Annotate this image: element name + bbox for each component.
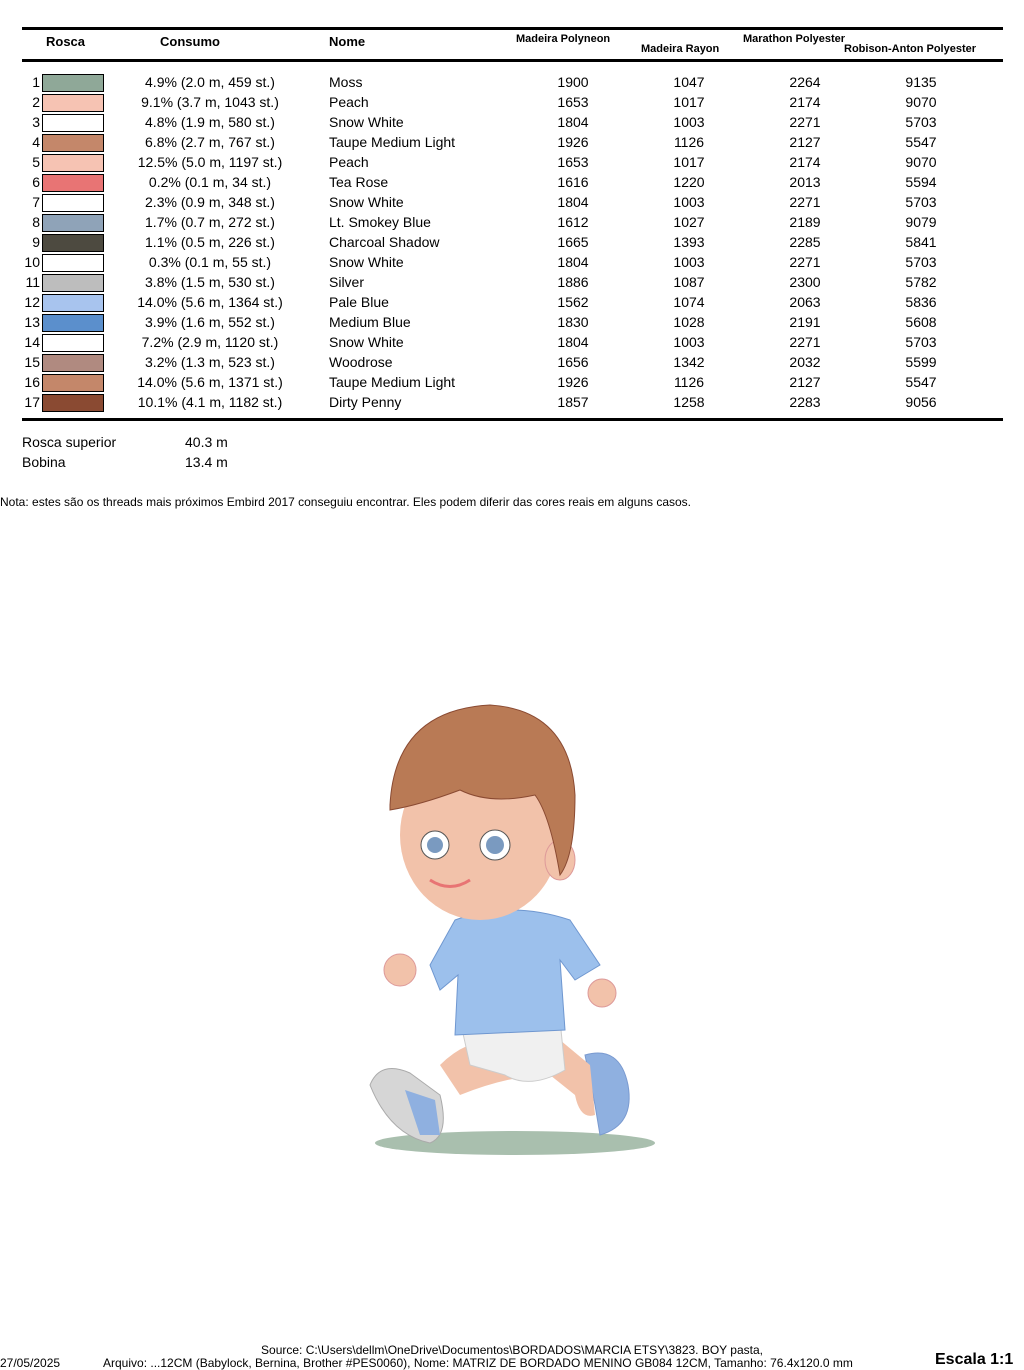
table-row (0, 373, 1024, 393)
row-consumo: 2.3% (0.9 m, 348 st.) (145, 194, 275, 210)
color-swatch (42, 94, 104, 112)
row-madeira-polyneon: 1665 (557, 234, 589, 250)
row-index: 15 (24, 354, 40, 370)
table-row (0, 213, 1024, 233)
color-swatch (42, 134, 104, 152)
row-consumo: 9.1% (3.7 m, 1043 st.) (141, 94, 279, 110)
table-row (0, 293, 1024, 313)
row-robison: 9070 (905, 94, 937, 110)
bobbin-value: 13.4 m (185, 454, 228, 470)
row-consumo: 7.2% (2.9 m, 1120 st.) (141, 334, 279, 350)
row-robison: 5608 (905, 314, 937, 330)
table-row (0, 233, 1024, 253)
row-index: 14 (24, 334, 40, 350)
left-fist (384, 954, 416, 986)
color-swatch (42, 394, 104, 412)
row-index: 6 (32, 174, 40, 190)
row-index: 12 (24, 294, 40, 310)
row-robison: 5703 (905, 254, 937, 270)
row-robison: 5594 (905, 174, 937, 190)
row-consumo: 1.1% (0.5 m, 226 st.) (145, 234, 275, 250)
row-consumo: 4.8% (1.9 m, 580 st.) (145, 114, 275, 130)
row-robison: 5836 (905, 294, 937, 310)
row-madeira-rayon: 1003 (673, 194, 705, 210)
row-madeira-rayon: 1017 (673, 94, 705, 110)
row-madeira-rayon: 1027 (673, 214, 705, 230)
row-nome: Silver (329, 274, 365, 290)
row-madeira-polyneon: 1656 (557, 354, 589, 370)
row-madeira-rayon: 1028 (673, 314, 705, 330)
row-nome: Snow White (329, 114, 404, 130)
row-robison: 5782 (905, 274, 937, 290)
row-consumo: 14.0% (5.6 m, 1364 st.) (137, 294, 283, 310)
row-nome: Snow White (329, 194, 404, 210)
row-madeira-polyneon: 1926 (557, 374, 589, 390)
bobbin-label: Bobina (22, 454, 66, 470)
row-nome: Moss (329, 74, 363, 90)
row-marathon: 2271 (789, 194, 821, 210)
table-row (0, 133, 1024, 153)
row-consumo: 0.2% (0.1 m, 34 st.) (148, 174, 272, 190)
row-nome: Tea Rose (329, 174, 389, 190)
row-marathon: 2174 (789, 154, 821, 170)
row-index: 7 (32, 194, 40, 210)
table-row (0, 173, 1024, 193)
row-nome: Charcoal Shadow (329, 234, 440, 250)
row-robison: 5703 (905, 194, 937, 210)
row-madeira-polyneon: 1857 (557, 394, 589, 410)
row-madeira-polyneon: 1562 (557, 294, 589, 310)
row-index: 11 (25, 274, 40, 290)
row-robison: 5547 (905, 134, 937, 150)
color-swatch (42, 234, 104, 252)
row-madeira-polyneon: 1804 (557, 254, 589, 270)
row-index: 17 (24, 394, 40, 410)
header-madeira-rayon: Madeira Rayon (641, 43, 720, 55)
row-consumo: 3.2% (1.3 m, 523 st.) (145, 354, 275, 370)
table-row (0, 93, 1024, 113)
row-nome: Pale Blue (329, 294, 389, 310)
row-madeira-polyneon: 1900 (557, 74, 589, 90)
row-madeira-rayon: 1342 (673, 354, 705, 370)
color-swatch (42, 214, 104, 232)
top-thread-label: Rosca superior (22, 434, 117, 450)
row-nome: Peach (329, 94, 369, 110)
row-nome: Medium Blue (329, 314, 411, 330)
row-madeira-polyneon: 1926 (557, 134, 589, 150)
row-marathon: 2174 (789, 94, 821, 110)
color-swatch (42, 374, 104, 392)
row-marathon: 2127 (789, 134, 821, 150)
row-madeira-polyneon: 1616 (557, 174, 589, 190)
footer-source: Source: C:\Users\dellm\OneDrive\Documentos\BORDADOS\MARCIA ETSY\3823. BOY pasta, (261, 1343, 763, 1357)
row-madeira-rayon: 1017 (673, 154, 705, 170)
color-swatch (42, 154, 104, 172)
row-madeira-rayon: 1003 (673, 254, 705, 270)
row-index: 1 (32, 74, 40, 90)
row-index: 2 (32, 94, 40, 110)
row-index: 10 (24, 254, 40, 270)
color-swatch (42, 194, 104, 212)
row-marathon: 2013 (789, 174, 821, 190)
row-index: 8 (32, 214, 40, 230)
color-swatch (42, 274, 104, 292)
row-nome: Snow White (329, 334, 404, 350)
table-row (0, 253, 1024, 273)
row-madeira-polyneon: 1612 (557, 214, 589, 230)
row-nome: Taupe Medium Light (329, 134, 456, 150)
row-madeira-polyneon: 1804 (557, 114, 589, 130)
color-swatch (42, 294, 104, 312)
row-robison: 9070 (905, 154, 937, 170)
row-nome: Snow White (329, 254, 404, 270)
header-rule (22, 59, 1003, 62)
row-index: 5 (32, 154, 40, 170)
header-robison: Robison-Anton Polyester (844, 43, 977, 55)
row-consumo: 10.1% (4.1 m, 1182 st.) (137, 394, 283, 410)
row-madeira-rayon: 1047 (673, 74, 705, 90)
table-row (0, 153, 1024, 173)
header-marathon: Marathon Polyester (743, 33, 846, 45)
row-madeira-polyneon: 1653 (557, 94, 589, 110)
footer-file: Arquivo: ...12CM (Babylock, Bernina, Brother #PES0060), Nome: MATRIZ DE BORDADO MENINO GB084 12CM, Tamanho: 76.4x120.0 mm (103, 1356, 853, 1370)
table-row (0, 73, 1024, 93)
bottom-rule (22, 418, 1003, 421)
row-marathon: 2271 (789, 254, 821, 270)
row-madeira-rayon: 1126 (673, 134, 705, 150)
row-madeira-polyneon: 1653 (557, 154, 589, 170)
header-madeira-polyneon: Madeira Polyneon (516, 33, 611, 45)
row-madeira-polyneon: 1804 (557, 194, 589, 210)
row-madeira-polyneon: 1886 (557, 274, 589, 290)
right-hand (588, 979, 616, 1007)
row-madeira-rayon: 1074 (673, 294, 705, 310)
row-consumo: 1.7% (0.7 m, 272 st.) (145, 214, 275, 230)
row-index: 3 (32, 114, 40, 130)
row-nome: Lt. Smokey Blue (329, 214, 431, 230)
row-index: 9 (32, 234, 40, 250)
table-row (0, 353, 1024, 373)
row-robison: 5547 (905, 374, 937, 390)
header-consumo: Consumo (160, 34, 220, 49)
note-text: Nota: estes são os threads mais próximos Embird 2017 conseguiu encontrar. Eles podem diferir das cores reais em alguns casos. (0, 495, 692, 509)
color-swatch (42, 254, 104, 272)
row-nome: Woodrose (329, 354, 393, 370)
embroidery-preview (360, 695, 670, 1165)
color-swatch (42, 114, 104, 132)
row-index: 16 (24, 374, 40, 390)
shirt (430, 910, 600, 1035)
row-robison: 5599 (905, 354, 937, 370)
row-madeira-rayon: 1126 (673, 374, 705, 390)
row-madeira-polyneon: 1804 (557, 334, 589, 350)
row-consumo: 14.0% (5.6 m, 1371 st.) (137, 374, 283, 390)
row-madeira-polyneon: 1830 (557, 314, 589, 330)
row-index: 13 (24, 314, 40, 330)
row-robison: 5703 (905, 334, 937, 350)
color-swatch (42, 354, 104, 372)
row-consumo: 4.9% (2.0 m, 459 st.) (145, 74, 275, 90)
row-madeira-rayon: 1220 (673, 174, 705, 190)
row-madeira-rayon: 1258 (673, 394, 705, 410)
row-marathon: 2285 (789, 234, 821, 250)
row-consumo: 12.5% (5.0 m, 1197 st.) (137, 154, 283, 170)
table-row (0, 333, 1024, 353)
top-thread-value: 40.3 m (185, 434, 228, 450)
header-rosca: Rosca (46, 34, 86, 49)
row-robison: 5841 (905, 234, 937, 250)
header-nome: Nome (329, 34, 366, 49)
row-nome: Taupe Medium Light (329, 374, 456, 390)
top-rule (22, 27, 1003, 30)
row-marathon: 2127 (789, 374, 821, 390)
row-marathon: 2283 (789, 394, 821, 410)
row-consumo: 3.8% (1.5 m, 530 st.) (145, 274, 275, 290)
row-index: 4 (32, 134, 40, 150)
row-nome: Dirty Penny (329, 394, 402, 410)
row-marathon: 2264 (789, 74, 821, 90)
color-swatch (42, 314, 104, 332)
table-row (0, 113, 1024, 133)
row-robison: 9079 (905, 214, 937, 230)
row-madeira-rayon: 1003 (673, 334, 705, 350)
row-consumo: 6.8% (2.7 m, 767 st.) (145, 134, 275, 150)
row-marathon: 2300 (789, 274, 821, 290)
color-swatch (42, 174, 104, 192)
color-swatch (42, 334, 104, 352)
row-madeira-rayon: 1087 (673, 274, 705, 290)
color-swatch (42, 74, 104, 92)
row-robison: 5703 (905, 114, 937, 130)
table-row (0, 313, 1024, 333)
footer-date: 27/05/2025 (0, 1356, 61, 1370)
row-robison: 9056 (905, 394, 937, 410)
row-marathon: 2271 (789, 334, 821, 350)
table-row (0, 273, 1024, 293)
row-madeira-rayon: 1003 (673, 114, 705, 130)
row-marathon: 2189 (789, 214, 821, 230)
row-marathon: 2191 (789, 314, 821, 330)
row-madeira-rayon: 1393 (673, 234, 705, 250)
row-consumo: 0.3% (0.1 m, 55 st.) (148, 254, 272, 270)
row-marathon: 2032 (789, 354, 821, 370)
row-consumo: 3.9% (1.6 m, 552 st.) (145, 314, 275, 330)
row-marathon: 2271 (789, 114, 821, 130)
footer-scale: Escala 1:1 (935, 1351, 1014, 1368)
row-nome: Peach (329, 154, 369, 170)
table-row (0, 193, 1024, 213)
table-row (0, 393, 1024, 413)
row-robison: 9135 (905, 74, 937, 90)
row-marathon: 2063 (789, 294, 821, 310)
